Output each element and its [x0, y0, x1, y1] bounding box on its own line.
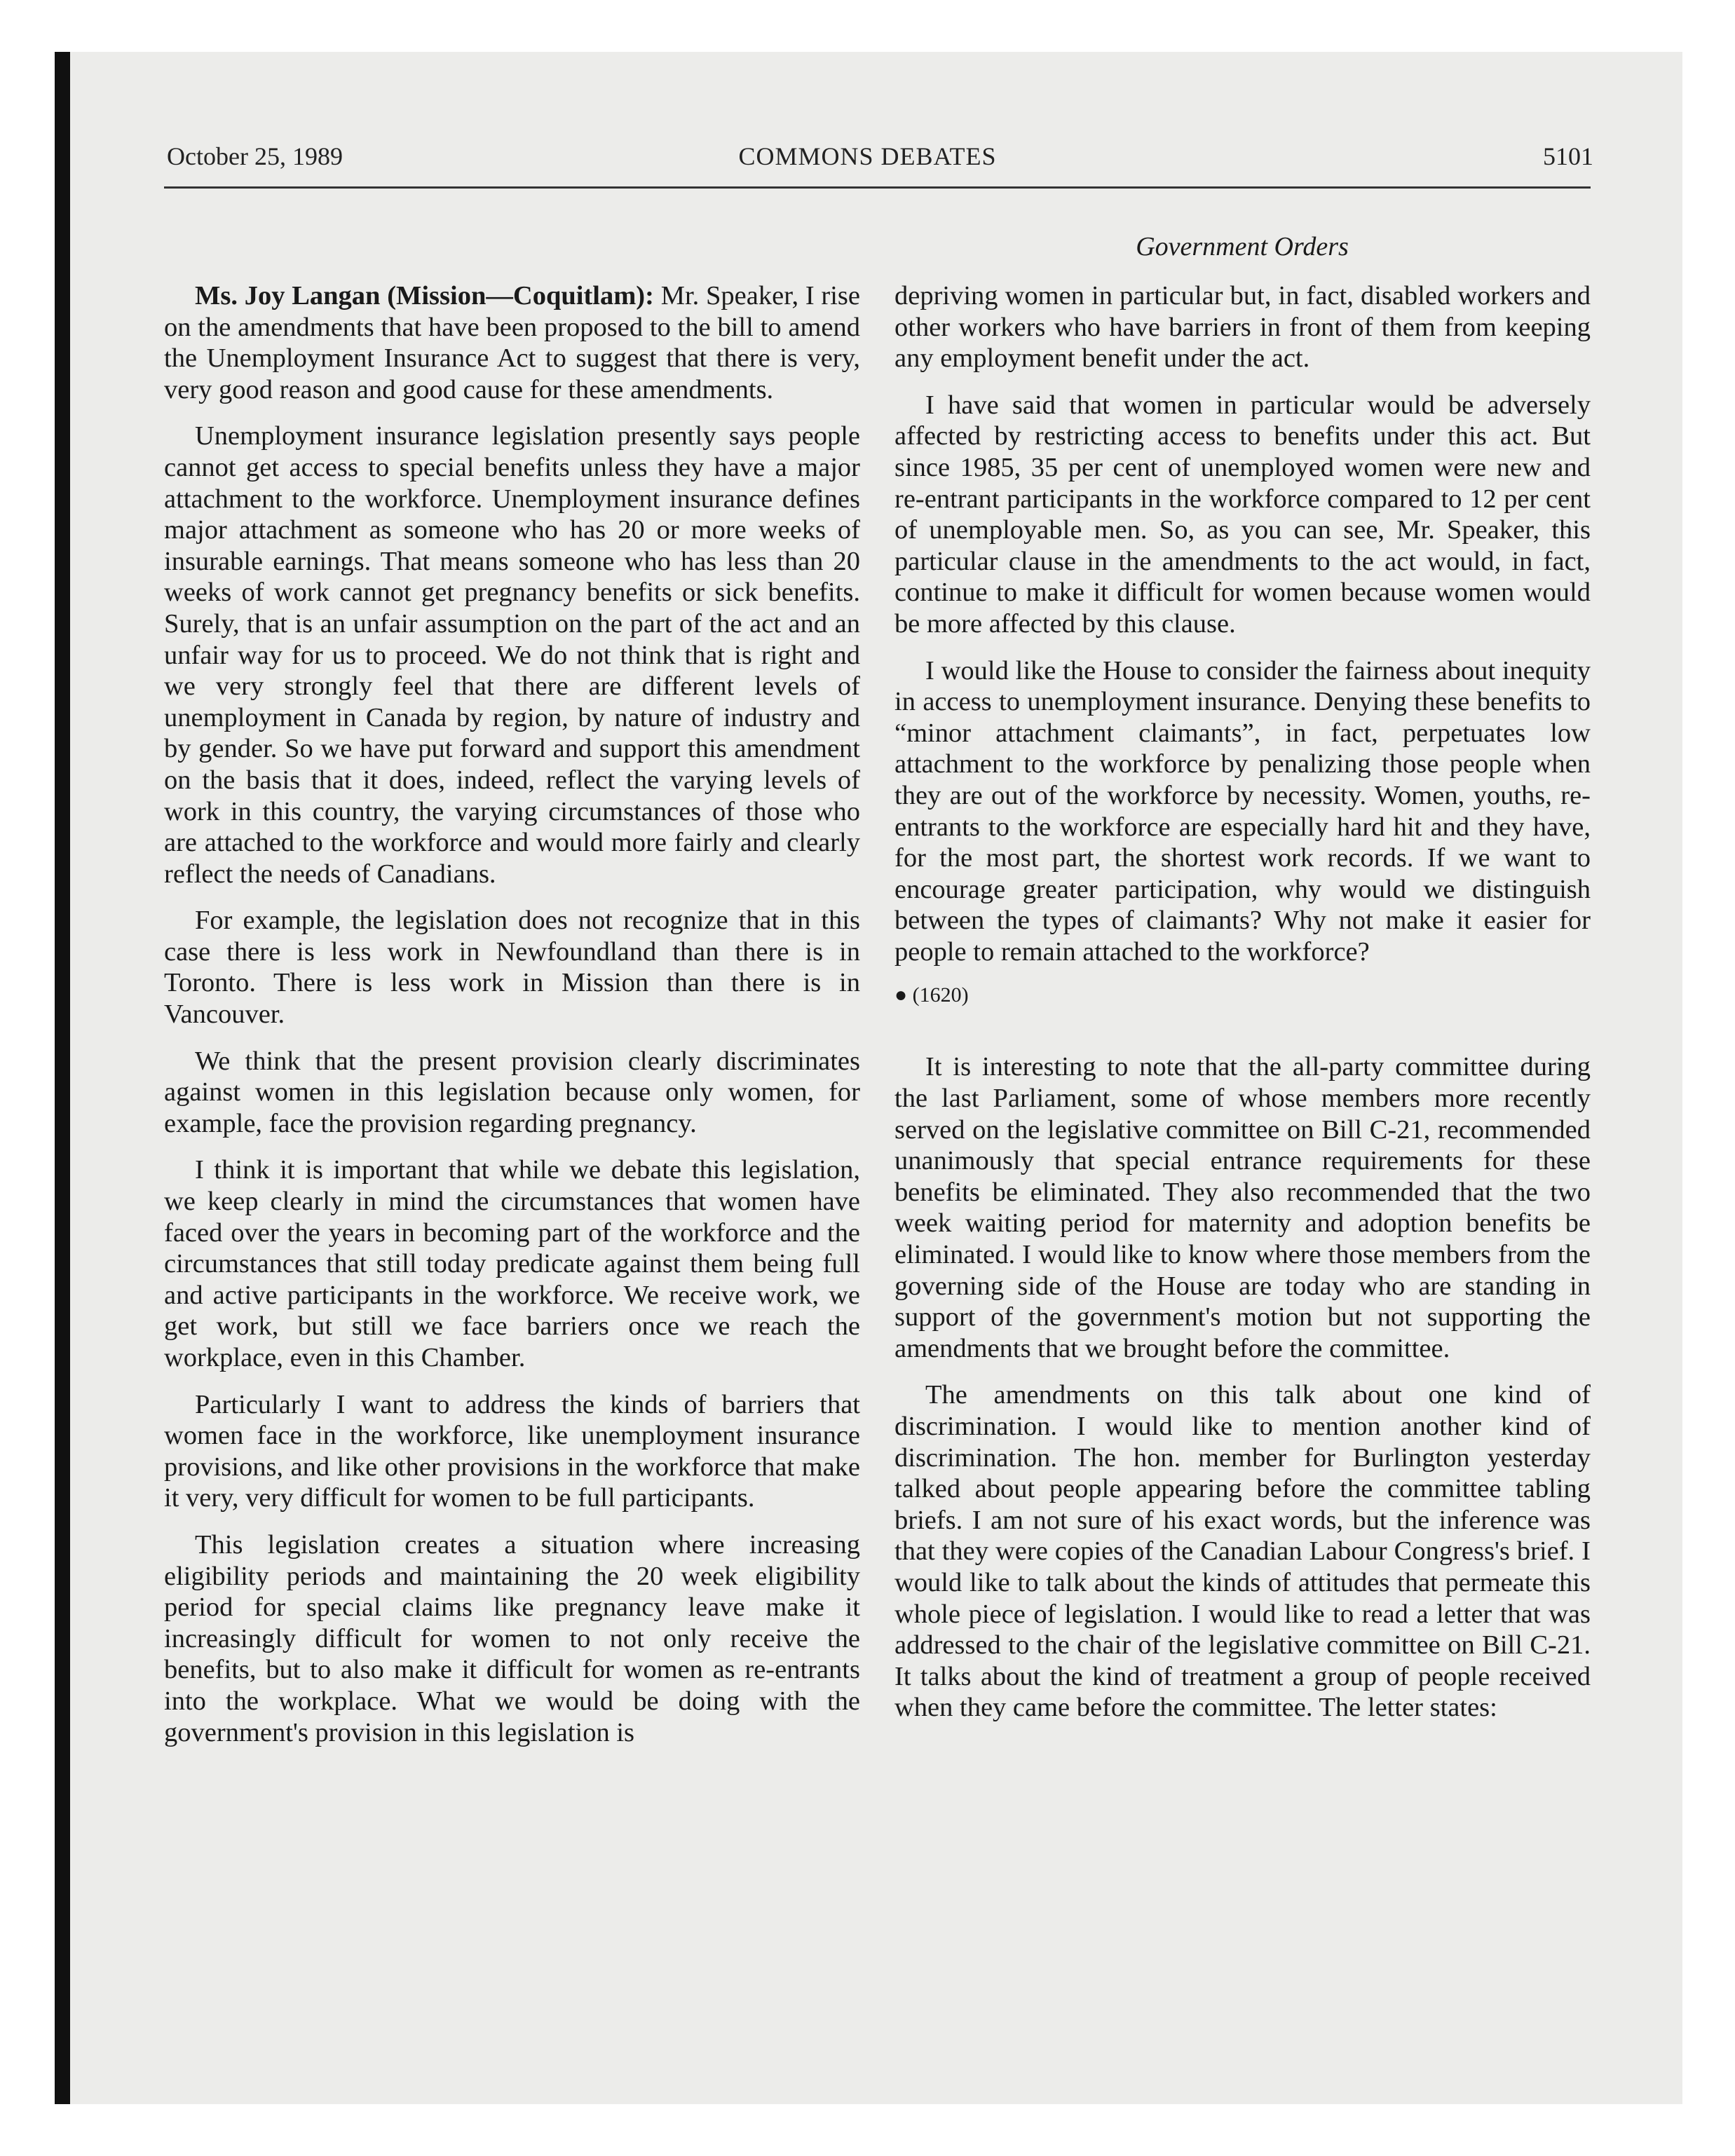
opening-text: Mr. Speaker, I rise on the amendments that have been proposed to the bill to amend the Unemployment Insurance Act to suggest that there is very, very good reason and good cause for these amendments.	[164, 281, 861, 404]
header-rule	[164, 186, 1591, 189]
section-label: Government Orders	[1136, 232, 1349, 261]
speaker-name: Ms. Joy Langan (Mission—Coquitlam):	[195, 281, 654, 311]
header-title: COMMONS DEBATES	[738, 142, 997, 170]
paragraph: The amendments on this talk about one kind of discrimination. I would like to mention another kind of discrimination. The hon. member for Burlington yesterday talked about people appearing before the committee tabling briefs. I am not sure of his exact words, but the inference was that they were copies of the Canadian Labour Congress's brief. I would like to talk about the kinds of attitudes that permeate this whole piece of legislation. I would like to read a letter that was addressed to the chair of the legislative committee on Bill C-21. It talks about the kind of treatment a group of people received when they came before the committee. The letter states:	[894, 1380, 1591, 1723]
paragraph: Unemployment insurance legislation presently says people cannot get access to special benefits unless they have a major attachment to the workforce. Unemployment insurance defines major attachment as someone who has 20 or more weeks of insurable earnings. That means someone who has less than 20 weeks of work cannot get pregnancy benefits or sick benefits. Surely, that is an unfair assumption on the part of the act and an unfair way for us to proceed. We do not think that is right and we very strongly feel that there are different levels of unemployment in Canada by region, by nature of industry and by gender. So we have put forward and support this amendment on the basis that it does, indeed, reflect the varying levels of work in this country, the varying circumstances of those who are attached to the workforce and would more fairly and clearly reflect the needs of Canadians.	[164, 421, 860, 889]
paragraph: I think it is important that while we debate this legislation, we keep clearly in mind the circumstances that women have faced over the years in becoming part of the workforce and the circumstances that still today predicate against them being full and active participants in the workforce. We receive work, we get work, but still we face barriers once we reach the workplace, even in this Chamber.	[164, 1155, 860, 1372]
paragraph: This legislation creates a situation where increasing eligibility periods and maintaining the 20 week eligibility period for special claims like pregnancy leave make it increasingly difficult for women to not only receive the benefits, but to also make it difficult for women as re-entrants into the workplace. What we would be doing with the government's provision in this legislation is	[164, 1529, 860, 1747]
opening-paragraph	[164, 280, 860, 405]
bullet-icon: ●	[894, 983, 908, 1007]
paragraph: It is interesting to note that the all-party committee during the last Parliament, some of whose members more recently served on the legislative committee on Bill C-21, recommended unanimously that special entrance requirements for these benefits be eliminated. They also recommended that the two week waiting period for maternity and adoption benefits be eliminated. I would like to know where those members from the governing side of the House are today who are standing in support of the government's motion but not supporting the amendments that we brought before the committee.	[894, 1052, 1591, 1363]
header-page-number: 5101	[1543, 142, 1593, 170]
right-column	[894, 280, 1591, 1739]
left-column	[164, 280, 860, 1763]
time-marker	[894, 983, 1591, 1008]
header-date: October 25, 1989	[167, 142, 343, 170]
paragraph: Particularly I want to address the kinds of barriers that women face in the workforce, like unemployment insurance provisions, and like other provisions in the workforce that make it very, very difficult for women to be full participants.	[164, 1389, 860, 1513]
continuation-paragraph: depriving women in particular but, in fact, disabled workers and other workers who have barriers in front of them from keeping any employment benefit under the act.	[894, 281, 1591, 374]
paragraph: I would like the House to consider the fairness about inequity in access to unemployment insurance. Denying these benefits to “minor attachment claimants”, in fact, perpetuates low attachment to the workforce by penalizing those people when they are out of the workforce by necessity. Women, youths, re-entrants to the workforce are especially hard hit and they have, for the most part, the shortest work records. If we want to encourage greater participation, why would we distinguish between the types of claimants? Why not make it easier for people to remain attached to the workforce?	[894, 655, 1591, 967]
paragraph: We think that the present provision clearly discriminates against women in this legislation because only women, for example, face the provision regarding pregnancy.	[164, 1046, 860, 1138]
time-marker-text: (1620)	[912, 983, 969, 1007]
paragraph: I have said that women in particular would be adversely affected by restricting access to benefits under this act. But since 1985, 35 per cent of unemployed women were new and re-entrant participants in the workforce compared to 12 per cent of unemployable men. So, as you can see, Mr. Speaker, this particular clause in the amendments to the act would, in fact, continue to make it difficult for women because women would be more affected by this clause.	[894, 390, 1591, 639]
paragraph: For example, the legislation does not recognize that in this case there is less work in Newfoundland than there is in Toronto. There is less work in Mission than there is in Vancouver.	[164, 906, 860, 1030]
